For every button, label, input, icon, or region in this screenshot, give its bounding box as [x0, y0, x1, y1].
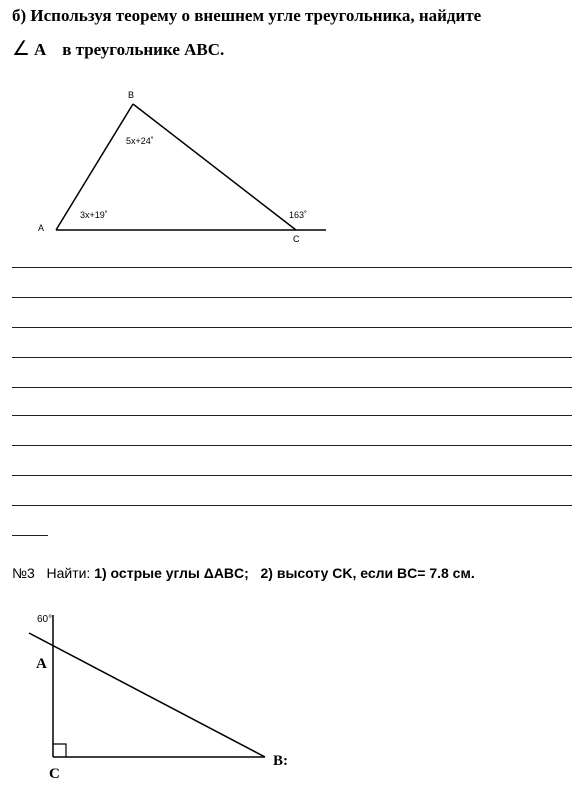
right-triangle-figure [29, 614, 288, 782]
answer-line [12, 475, 572, 476]
angle-name: A [33, 40, 47, 59]
side-bc [133, 104, 296, 230]
answer-line [12, 415, 572, 416]
task-3-statement [12, 565, 475, 581]
angle-a-label: 3x+19˚ [80, 210, 108, 220]
task-3-part-1: 1) острые углы ΔABC; [94, 565, 249, 581]
vertex-b-label: B [128, 90, 135, 100]
task-3-number: №3 [12, 565, 35, 581]
hypotenuse-ab-extended [29, 633, 265, 757]
vertex-b2-label: B: [273, 753, 288, 769]
task-3-find-label: Найти: [46, 565, 91, 581]
angle-icon: ∠ [12, 36, 30, 60]
answer-line [12, 445, 572, 446]
vertex-c-label: C [293, 234, 300, 244]
answer-line [12, 387, 572, 388]
task-b-triangle-text: в треугольнике ABC. [62, 40, 225, 59]
exterior-angle-c-label: 163˚ [289, 210, 308, 220]
answer-line [12, 327, 572, 328]
right-angle-icon [53, 744, 66, 757]
task-3-part-2: 2) высоту CK, если BC= 7.8 см. [260, 565, 475, 581]
answer-line-short [12, 535, 48, 536]
angle-b-label: 5x+24˚ [126, 136, 154, 146]
answer-line [12, 267, 572, 268]
answer-line [12, 505, 572, 506]
vertex-a-label: A [38, 223, 45, 233]
answer-line [12, 297, 572, 298]
angle-60-label: 60° [37, 614, 53, 625]
vertex-c2-label: C [49, 766, 60, 782]
vertex-a2-label: A [36, 656, 47, 672]
triangle-abc-figure [38, 90, 326, 244]
answer-line [12, 357, 572, 358]
task-b-statement: б) Используя теорему о внешнем угле треугольника, найдите [12, 6, 482, 25]
